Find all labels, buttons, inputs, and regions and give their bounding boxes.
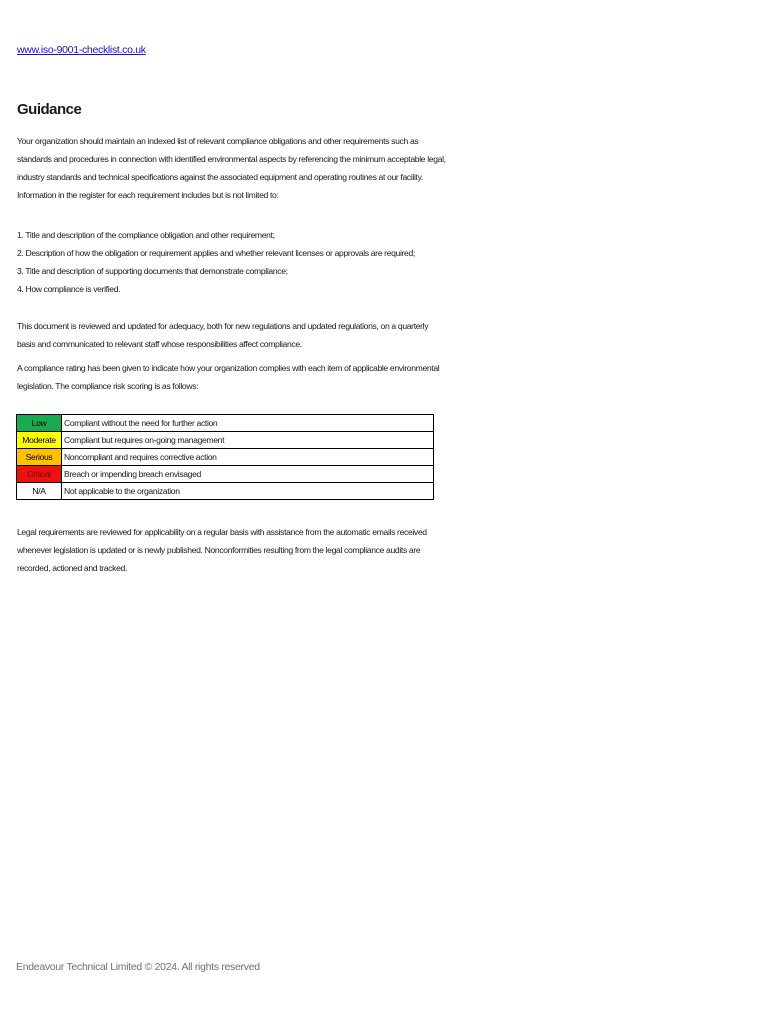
rating-description-cell: Compliant without the need for further action	[62, 415, 434, 432]
review-paragraph: This document is reviewed and updated for adequacy, both for new regulations and updated regulations, on a quarterly basis and communicated to relevant staff whose responsibilities affect compliance.	[17, 321, 429, 349]
copyright-footer: Endeavour Technical Limited © 2024. All rights reserved	[16, 961, 260, 973]
rating-level-cell: N/A	[17, 483, 62, 500]
rating-level-cell: Moderate	[17, 432, 62, 449]
rating-intro-paragraph: A compliance rating has been given to indicate how your organization complies with each item of applicable environmental legislation. The compliance risk scoring is as follows:	[17, 363, 440, 391]
rating-row	[17, 483, 434, 500]
page-title: Guidance	[17, 101, 82, 118]
intro-paragraph: Your organization should maintain an indexed list of relevant compliance obligations and other requirements such as standards and procedures in connection with identified environmental aspects by referencing the minimum acceptable legal, industry standards and technical specifications against the associated equipment and operating routines at our facility. Information in the register for each requirement includes but is not limited to:	[17, 136, 446, 200]
rating-description-cell: Compliant but requires on-going management	[62, 432, 434, 449]
rating-description-cell: Noncompliant and requires corrective action	[62, 449, 434, 466]
list-item: 1. Title and description of the compliance obligation and other requirement;	[17, 230, 275, 240]
list-item: 2. Description of how the obligation or requirement applies and whether relevant licenses or approvals are required;	[17, 248, 415, 258]
requirements-list	[17, 226, 415, 298]
rating-row	[17, 466, 434, 483]
compliance-rating-table	[16, 414, 434, 500]
rating-level-cell: Serious	[17, 449, 62, 466]
rating-row	[17, 432, 434, 449]
list-item: 3. Title and description of supporting documents that demonstrate compliance;	[17, 266, 288, 276]
rating-level-cell: Low	[17, 415, 62, 432]
rating-description-cell: Breach or impending breach envisaged	[62, 466, 434, 483]
rating-row	[17, 449, 434, 466]
rating-level-cell: Critical	[17, 466, 62, 483]
rating-description-cell: Not applicable to the organization	[62, 483, 434, 500]
website-link[interactable]: www.iso-9001-checklist.co.uk	[17, 44, 146, 56]
list-item: 4. How compliance is verified.	[17, 284, 121, 294]
rating-row	[17, 415, 434, 432]
legal-review-paragraph: Legal requirements are reviewed for applicability on a regular basis with assistance from the automatic emails received whenever legislation is updated or is newly published. Nonconformities resulting from the legal compliance audits are recorded, actioned and tracked.	[17, 527, 427, 573]
